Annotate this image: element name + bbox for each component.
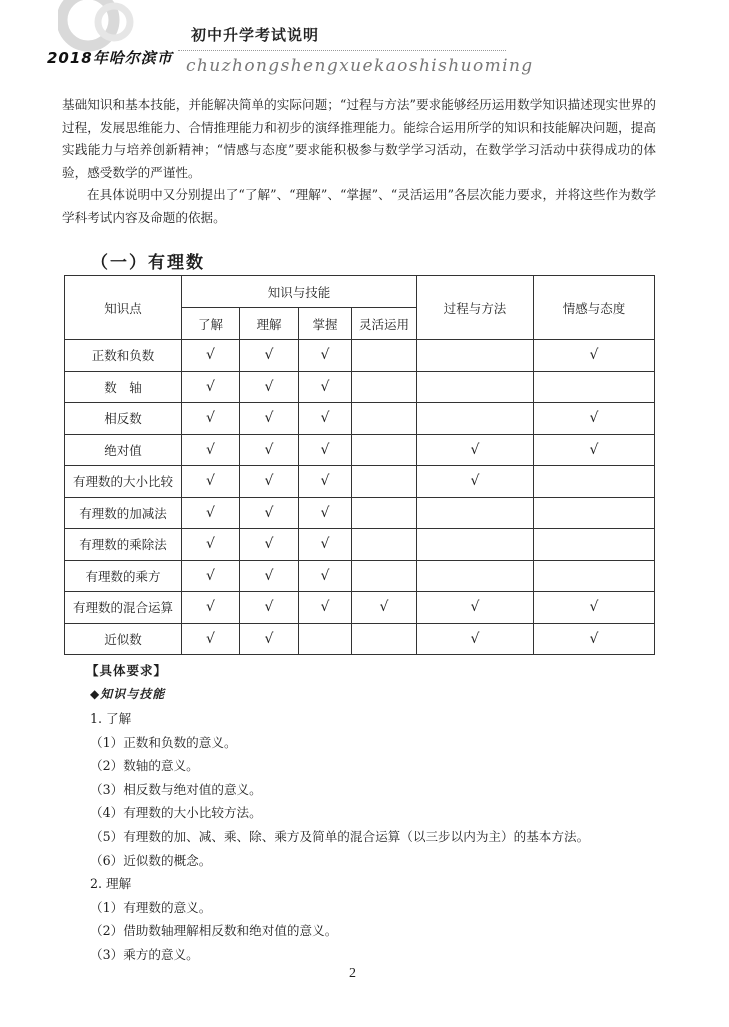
check-cell: √ [417, 592, 534, 624]
check-cell: √ [240, 529, 299, 561]
check-cell: √ [240, 340, 299, 372]
check-cell [534, 560, 655, 592]
check-cell [299, 623, 352, 655]
check-cell: √ [299, 371, 352, 403]
header-knowledge-skills: 知识与技能 [182, 276, 417, 308]
check-cell [534, 497, 655, 529]
table-row [65, 592, 655, 624]
requirement-line: 2. 理解 [90, 876, 132, 892]
check-cell: √ [299, 529, 352, 561]
check-cell: √ [240, 623, 299, 655]
intro-paragraph: 在具体说明中又分别提出了“了解”、“理解”、“掌握”、“灵活运用”各层次能力要求，并将这些作为数学学科考试内容及命题的依据。 [62, 187, 656, 225]
page-number: 2 [349, 966, 356, 981]
table-row [65, 434, 655, 466]
check-cell: √ [182, 497, 240, 529]
table-row [65, 560, 655, 592]
check-cell [417, 371, 534, 403]
diamond-icon: ◆ [90, 687, 101, 701]
check-cell [417, 560, 534, 592]
requirement-line: （2）数轴的意义。 [90, 758, 199, 774]
header-process-method: 过程与方法 [417, 276, 534, 340]
table-row [65, 340, 655, 372]
check-cell [417, 340, 534, 372]
table-row [65, 371, 655, 403]
header-title: 初中升学考试说明 [191, 26, 320, 44]
row-topic: 有理数的乘方 [65, 560, 182, 592]
check-cell: √ [182, 434, 240, 466]
check-cell: √ [534, 592, 655, 624]
requirements-list [90, 707, 589, 967]
row-topic: 近似数 [65, 623, 182, 655]
table-row [65, 497, 655, 529]
check-cell: √ [417, 466, 534, 498]
header-knowledge-point: 知识点 [65, 276, 182, 340]
check-cell [352, 623, 417, 655]
check-cell: √ [299, 592, 352, 624]
header-flexible-use: 灵活运用 [352, 308, 417, 340]
check-cell: √ [299, 434, 352, 466]
intro-paragraph: 基础知识和基本技能，并能解决简单的实际问题；“过程与方法”要求能够经历运用数学知识描述现实世界的过程，发展思维能力、合情推理能力和初步的演绎推理能力。能综合运用所学的知识和技能解决问题，提高实践能力与培养创新精神；“情感与态度”要求能积极参与数学学习活动，在数学学习活动中获得成功的体验，感受数学的严谨性。 [62, 97, 656, 180]
check-cell: √ [534, 340, 655, 372]
row-topic: 绝对值 [65, 434, 182, 466]
check-cell: √ [534, 434, 655, 466]
check-cell [417, 497, 534, 529]
requirements-subheading [90, 685, 165, 702]
check-cell [352, 497, 417, 529]
check-cell: √ [240, 560, 299, 592]
check-cell [352, 529, 417, 561]
check-cell: √ [240, 403, 299, 435]
check-cell: √ [534, 403, 655, 435]
requirements-heading: 【具体要求】 [86, 663, 168, 678]
row-topic: 相反数 [65, 403, 182, 435]
subheading-label: 知识与技能 [100, 687, 166, 701]
header-pinyin: chuzhongshengxuekaoshishuoming [186, 56, 534, 76]
check-cell: √ [182, 403, 240, 435]
check-cell: √ [182, 371, 240, 403]
check-cell: √ [352, 592, 417, 624]
row-topic: 有理数的加减法 [65, 497, 182, 529]
table-row [65, 466, 655, 498]
check-cell: √ [417, 434, 534, 466]
requirement-line: （4）有理数的大小比较方法。 [90, 805, 262, 821]
check-cell: √ [182, 340, 240, 372]
requirement-line: （5）有理数的加、减、乘、除、乘方及简单的混合运算（以三步以内为主）的基本方法。 [90, 828, 590, 844]
check-cell: √ [240, 592, 299, 624]
check-cell [352, 371, 417, 403]
row-topic: 数 轴 [65, 371, 182, 403]
row-topic: 有理数的混合运算 [65, 592, 182, 624]
check-cell: √ [240, 434, 299, 466]
table-row [65, 623, 655, 655]
check-cell: √ [534, 623, 655, 655]
check-cell [417, 529, 534, 561]
check-cell: √ [240, 497, 299, 529]
table-row [65, 403, 655, 435]
requirement-line: 1. 了解 [90, 711, 132, 726]
header-divider [178, 50, 506, 51]
table-row [65, 529, 655, 561]
check-cell: √ [182, 466, 240, 498]
check-cell [352, 403, 417, 435]
check-cell: √ [299, 340, 352, 372]
requirement-line: （6）近似数的概念。 [90, 852, 212, 868]
check-cell [534, 529, 655, 561]
header-understand-basic: 了解 [182, 308, 240, 340]
check-cell [534, 371, 655, 403]
check-cell: √ [182, 623, 240, 655]
check-cell: √ [299, 497, 352, 529]
check-cell: √ [182, 560, 240, 592]
requirement-line: （2）借助数轴理解相反数和绝对值的意义。 [90, 923, 338, 939]
check-cell: √ [240, 466, 299, 498]
check-cell [534, 466, 655, 498]
check-cell: √ [182, 529, 240, 561]
knowledge-table [64, 275, 655, 655]
check-cell [417, 403, 534, 435]
check-cell [352, 340, 417, 372]
check-cell: √ [299, 560, 352, 592]
requirement-line: （1）正数和负数的意义。 [90, 734, 237, 750]
check-cell: √ [299, 403, 352, 435]
row-topic: 正数和负数 [65, 340, 182, 372]
check-cell: √ [299, 466, 352, 498]
check-cell [352, 466, 417, 498]
row-topic: 有理数的大小比较 [65, 466, 182, 498]
check-cell: √ [417, 623, 534, 655]
requirement-line: （1）有理数的意义。 [90, 899, 212, 915]
check-cell [352, 560, 417, 592]
check-cell: √ [240, 371, 299, 403]
header-year-city: 2018年哈尔滨市 [47, 49, 173, 67]
check-cell [352, 434, 417, 466]
intro-text [62, 94, 656, 229]
requirement-line: （3）乘方的意义。 [90, 946, 199, 962]
row-topic: 有理数的乘除法 [65, 529, 182, 561]
header-master: 掌握 [299, 308, 352, 340]
requirement-line: （3）相反数与绝对值的意义。 [90, 781, 262, 797]
header-emotion-attitude: 情感与态度 [534, 276, 655, 340]
section-title: （一）有理数 [91, 253, 205, 273]
header-comprehend: 理解 [240, 308, 299, 340]
check-cell: √ [182, 592, 240, 624]
